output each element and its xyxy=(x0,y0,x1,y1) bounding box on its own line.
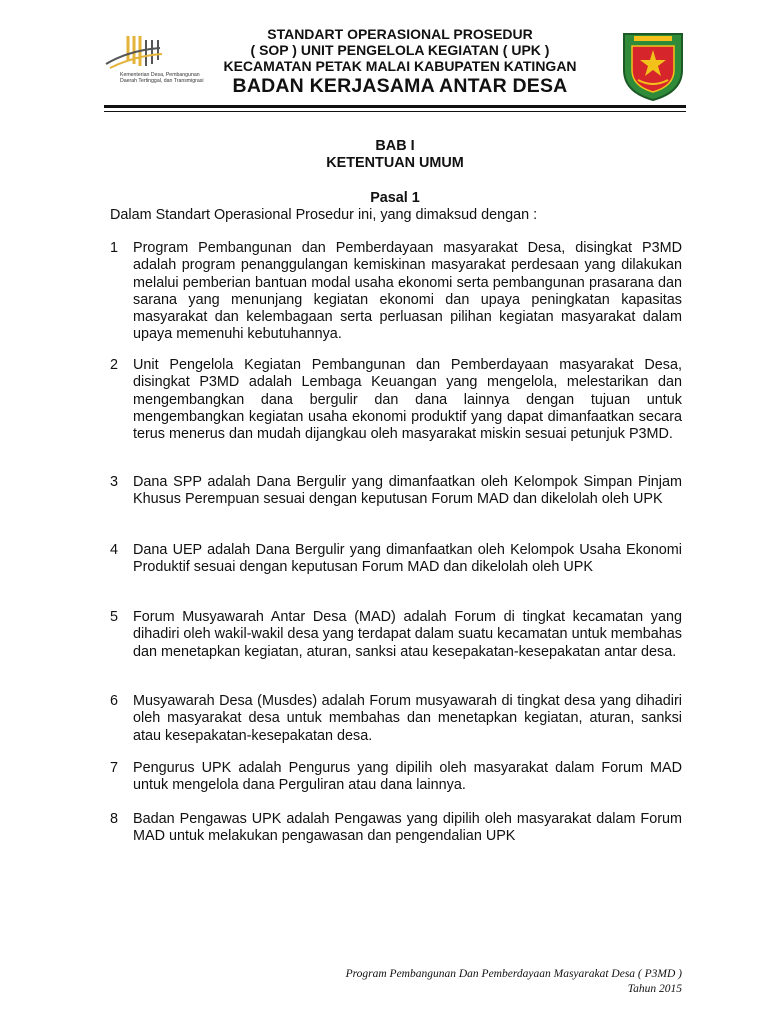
header-line-3: KECAMATAN PETAK MALAI KABUPATEN KATINGAN xyxy=(223,58,577,74)
ministry-logo xyxy=(100,30,204,98)
header-rule-thick xyxy=(104,105,686,108)
header-line-2: ( SOP ) UNIT PENGELOLA KEGIATAN ( UPK ) xyxy=(250,42,550,58)
item-number: 4 xyxy=(110,542,119,558)
item-number: 1 xyxy=(110,240,119,256)
header-rule-thin xyxy=(104,111,686,112)
katingan-regency-emblem xyxy=(620,30,686,102)
definition-item-4 xyxy=(110,542,682,577)
item-number: 3 xyxy=(110,474,119,490)
item-text: Forum Musyawarah Antar Desa (MAD) adalah Forum di tingkat kecamatan yang dihadiri oleh wakil-wakil desa yang terdapat dalam suatu kecamatan untuk membahas dan menetapkan kegiatan, aturan, sanksi atau kesepakatan-kesepakatan antar desa. xyxy=(133,609,682,660)
item-text: Unit Pengelola Kegiatan Pembangunan dan Pemberdayaan masyarakat Desa, disingkat P3MD adalah Lembaga Keuangan yang mengelola, melestarikan dan mengembangkan dana bergulir dan dana lainnya dengan tujuan untuk mengembangkan kegiatan usaha ekonomi produktif yang dapat dimanfaatkan secara terus menerus dan mudah dijangkau oleh masyarakat miskin sesuai petunjuk P3MD. xyxy=(133,357,682,443)
footer-program: Program Pembangunan Dan Pemberdayaan Masyarakat Desa ( P3MD ) xyxy=(345,968,682,980)
intro-text: Dalam Standart Operasional Prosedur ini, yang dimaksud dengan : xyxy=(110,207,538,223)
header-line-1: STANDART OPERASIONAL PROSEDUR xyxy=(267,26,533,42)
ministry-logo-icon xyxy=(100,30,200,74)
item-number: 8 xyxy=(110,811,119,827)
item-number: 2 xyxy=(110,357,119,373)
item-text: Program Pembangunan dan Pemberdayaan masyarakat Desa, disingkat P3MD adalah program penanggulangan kemiskinan masyarakat perdesaan yang dilakukan melalui pemberian bantuan modal usaha ekonomi serta pembangunan prasarana dan sarana yang menunjang kegiatan ekonomi dan upaya peningkatan kapasitas masyarakat dan kelembagaan serta perluasan pilihan kegiatan masyarakat dalam upaya memenuhi kebutuhannya. xyxy=(133,240,682,343)
item-text: Dana UEP adalah Dana Bergulir yang dimanfaatkan oleh Kelompok Usaha Ekonomi Produktif sesuai dengan keputusan Forum MAD dan dikelolah oleh UPK xyxy=(133,542,682,576)
definition-item-3 xyxy=(110,474,682,509)
katingan-emblem-icon xyxy=(620,30,686,102)
definition-item-5 xyxy=(110,609,682,661)
definition-item-8 xyxy=(110,811,682,846)
item-number: 5 xyxy=(110,609,119,625)
item-text: Dana SPP adalah Dana Bergulir yang dimanfaatkan oleh Kelompok Simpan Pinjam Khusus Perempuan sesuai dengan keputusan Forum MAD dan dikelolah oleh UPK xyxy=(133,474,682,508)
item-text: Musyawarah Desa (Musdes) adalah Forum musyawarah di tingkat desa yang dihadiri oleh masyarakat desa untuk membahas dan menetapkan kegiatan, aturan, sanksi atau kesepakatan-kesepakatan desa. xyxy=(133,693,682,744)
definition-item-2 xyxy=(110,357,682,443)
definition-item-1 xyxy=(110,240,682,344)
article-heading: Pasal 1 xyxy=(370,190,420,206)
definition-item-6 xyxy=(110,693,682,745)
item-text: Badan Pengawas UPK adalah Pengawas yang dipilih oleh masyarakat dalam Forum MAD untuk melakukan pengawasan dan pengendalian UPK xyxy=(133,811,682,845)
footer-year: Tahun 2015 xyxy=(627,983,682,995)
item-number: 6 xyxy=(110,693,119,709)
chapter-heading: BAB I xyxy=(375,138,415,154)
chapter-title: KETENTUAN UMUM xyxy=(326,155,464,171)
definition-item-7 xyxy=(110,760,682,795)
ministry-logo-caption: Kementerian Desa, Pembangunan Daerah Tertinggal, dan Transmigrasi xyxy=(120,72,204,84)
item-text: Pengurus UPK adalah Pengurus yang dipilih oleh masyarakat dalam Forum MAD untuk mengelola dana Perguliran atau dana lainnya. xyxy=(133,760,682,794)
item-number: 7 xyxy=(110,760,119,776)
header-title: BADAN KERJASAMA ANTAR DESA xyxy=(232,75,568,97)
